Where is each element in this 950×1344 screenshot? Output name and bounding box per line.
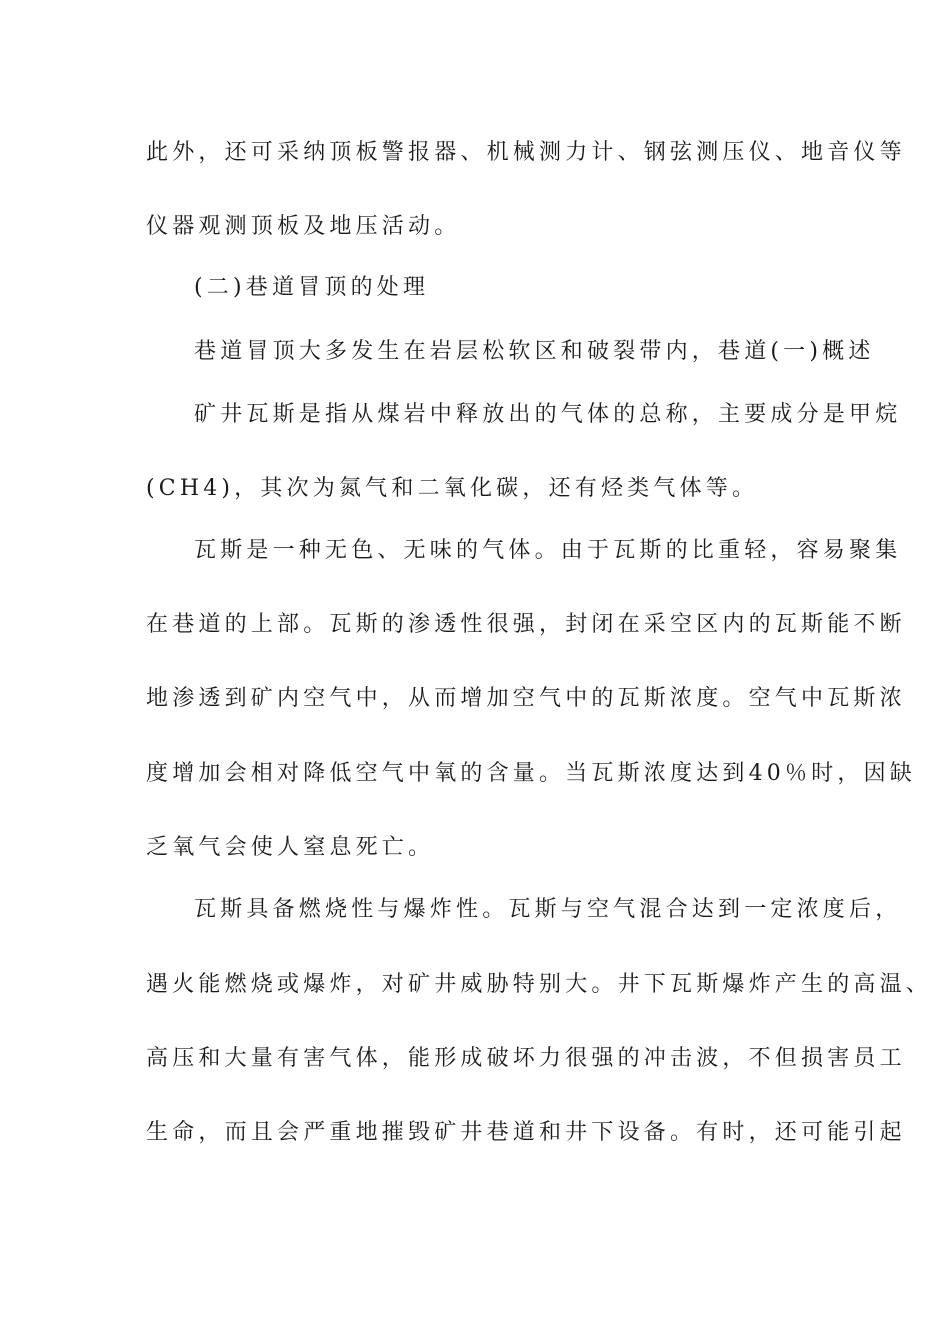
section-heading: (二)巷道冒顶的处理 [194, 275, 430, 300]
text-line: 巷道冒顶大多发生在岩层松软区和破裂带内，巷道(一)概述 [194, 339, 875, 364]
text-line: 仪器观测顶板及地压活动。 [146, 214, 461, 239]
text-line: 瓦斯是一种无色、无味的气体。由于瓦斯的比重轻，容易聚集 [194, 538, 902, 563]
text-line: 瓦斯具备燃烧性与爆炸性。瓦斯与空气混合达到一定浓度后， [194, 897, 902, 922]
text-line: 矿井瓦斯是指从煤岩中释放出的气体的总称，主要成分是甲烷 [194, 402, 902, 427]
text-line: 乏氧气会使人窒息死亡。 [146, 835, 435, 860]
text-line: 高压和大量有害气体，能形成破坏力很强的冲击波，不但损害员工 [146, 1046, 906, 1071]
text-line: 度增加会相对降低空气中氧的含量。当瓦斯浓度达到40％时，因缺 [146, 761, 916, 786]
text-line: (CH4)，其次为氮气和二氧化碳，还有烃类气体等。 [146, 476, 759, 501]
text-line: 生命，而且会严重地摧毁矿井巷道和井下设备。有时，还可能引起 [146, 1120, 906, 1145]
text-line: 遇火能燃烧或爆炸，对矿井威胁特别大。井下瓦斯爆炸产生的高温、 [146, 972, 933, 997]
text-line: 地渗透到矿内空气中，从而增加空气中的瓦斯浓度。空气中瓦斯浓 [146, 686, 906, 711]
text-line: 在巷道的上部。瓦斯的渗透性很强，封闭在采空区内的瓦斯能不断 [146, 612, 906, 637]
text-line: 此外，还可采纳顶板警报器、机械测力计、钢弦测压仪、地音仪等 [146, 140, 906, 165]
